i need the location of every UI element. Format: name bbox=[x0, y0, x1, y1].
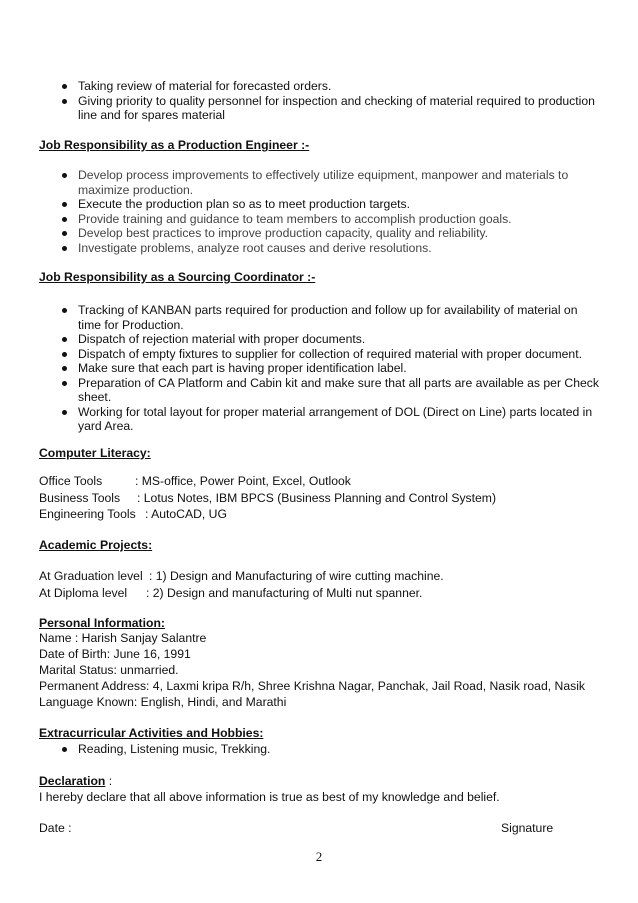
extracurricular-heading: Extracurricular Activities and Hobbies: bbox=[39, 726, 264, 740]
production-engineer-section bbox=[39, 168, 599, 255]
computer-literacy-section bbox=[39, 474, 599, 522]
computer-literacy-heading: Computer Literacy: bbox=[39, 446, 151, 460]
row-value: : Lotus Notes, IBM BPCS (Business Planning and Control System) bbox=[137, 490, 497, 505]
list-item: Taking review of material for forecasted orders. bbox=[39, 79, 599, 94]
row-label: At Diploma level bbox=[39, 585, 128, 600]
production-engineer-heading: Job Responsibility as a Production Engineer :- bbox=[39, 138, 310, 152]
list-item: Dispatch of rejection material with proper documents. bbox=[39, 332, 599, 347]
production-engineer-list bbox=[39, 168, 599, 255]
list-item: Preparation of CA Platform and Cabin kit and make sure that all parts are available as per Check sheet. bbox=[39, 376, 599, 405]
list-item: Develop process improvements to effectively utilize equipment, manpower and materials to maximize production. bbox=[39, 168, 599, 197]
personal-info-line: Language Known: English, Hindi, and Marathi bbox=[39, 695, 287, 709]
list-item: Reading, Listening music, Trekking. bbox=[39, 742, 599, 757]
list-item: Execute the production plan so as to meet production targets. bbox=[39, 197, 599, 212]
declaration-heading: Declaration bbox=[39, 774, 106, 788]
list-item: Tracking of KANBAN parts required for production and follow up for availability of material on time for Production. bbox=[39, 303, 599, 332]
list-item: Make sure that each part is having proper identification label. bbox=[39, 361, 599, 376]
personal-information-section bbox=[39, 631, 599, 710]
row-value: : MS-office, Power Point, Excel, Outlook bbox=[135, 474, 351, 488]
computer-literacy-row bbox=[39, 474, 599, 489]
row-value: : 2) Design and manufacturing of Multi nut spanner. bbox=[146, 585, 423, 600]
academic-projects-section bbox=[39, 569, 599, 600]
list-item: Develop best practices to improve production capacity, quality and reliability. bbox=[39, 226, 599, 241]
personal-information-heading: Personal Information: bbox=[39, 616, 165, 630]
list-item: Dispatch of empty fixtures to supplier for collection of required material with proper document. bbox=[39, 347, 599, 362]
date-label: Date : bbox=[39, 821, 72, 835]
declaration-text: I hereby declare that all above information is true as best of my knowledge and belief. bbox=[39, 790, 500, 804]
declaration-title-line bbox=[39, 774, 599, 789]
row-label: At Graduation level bbox=[39, 569, 143, 583]
list-item: Giving priority to quality personnel for inspection and checking of material required to production line and for spares material bbox=[39, 94, 599, 123]
row-value: : AutoCAD, UG bbox=[145, 507, 227, 521]
top-bullet-list bbox=[39, 79, 599, 123]
top-bullet-section bbox=[39, 79, 599, 123]
page-number: 2 bbox=[315, 849, 323, 864]
list-item: Working for total layout for proper material arrangement of DOL (Direct on Line) parts located in yard Area. bbox=[39, 405, 599, 434]
academic-project-row bbox=[39, 586, 599, 601]
row-label: Business Tools bbox=[39, 490, 121, 505]
computer-literacy-row bbox=[39, 491, 599, 506]
personal-info-line: Date of Birth: June 16, 1991 bbox=[39, 647, 191, 661]
list-item: Provide training and guidance to team members to accomplish production goals. bbox=[39, 212, 599, 227]
academic-projects-heading: Academic Projects: bbox=[39, 538, 153, 552]
row-label: Engineering Tools bbox=[39, 507, 136, 521]
personal-info-line: Permanent Address: 4, Laxmi kripa R/h, Shree Krishna Nagar, Panchak, Jail Road, Nasik road, Nasik bbox=[39, 679, 585, 693]
row-value: : 1) Design and Manufacturing of wire cutting machine. bbox=[149, 569, 444, 583]
extracurricular-list bbox=[39, 742, 599, 757]
personal-info-line: Marital Status: unmarried. bbox=[39, 663, 179, 677]
list-item: Investigate problems, analyze root causes and derive resolutions. bbox=[39, 241, 599, 256]
row-label: Office Tools bbox=[39, 474, 103, 488]
sourcing-coordinator-list bbox=[39, 303, 599, 434]
extracurricular-section bbox=[39, 742, 599, 757]
academic-project-row bbox=[39, 569, 599, 584]
sourcing-coordinator-section bbox=[39, 303, 599, 434]
personal-info-line: Name : Harish Sanjay Salantre bbox=[39, 631, 207, 645]
signature-label: Signature bbox=[501, 821, 554, 835]
declaration-colon: : bbox=[105, 774, 113, 788]
sourcing-coordinator-heading: Job Responsibility as a Sourcing Coordinator :- bbox=[39, 270, 316, 284]
computer-literacy-row bbox=[39, 507, 599, 522]
